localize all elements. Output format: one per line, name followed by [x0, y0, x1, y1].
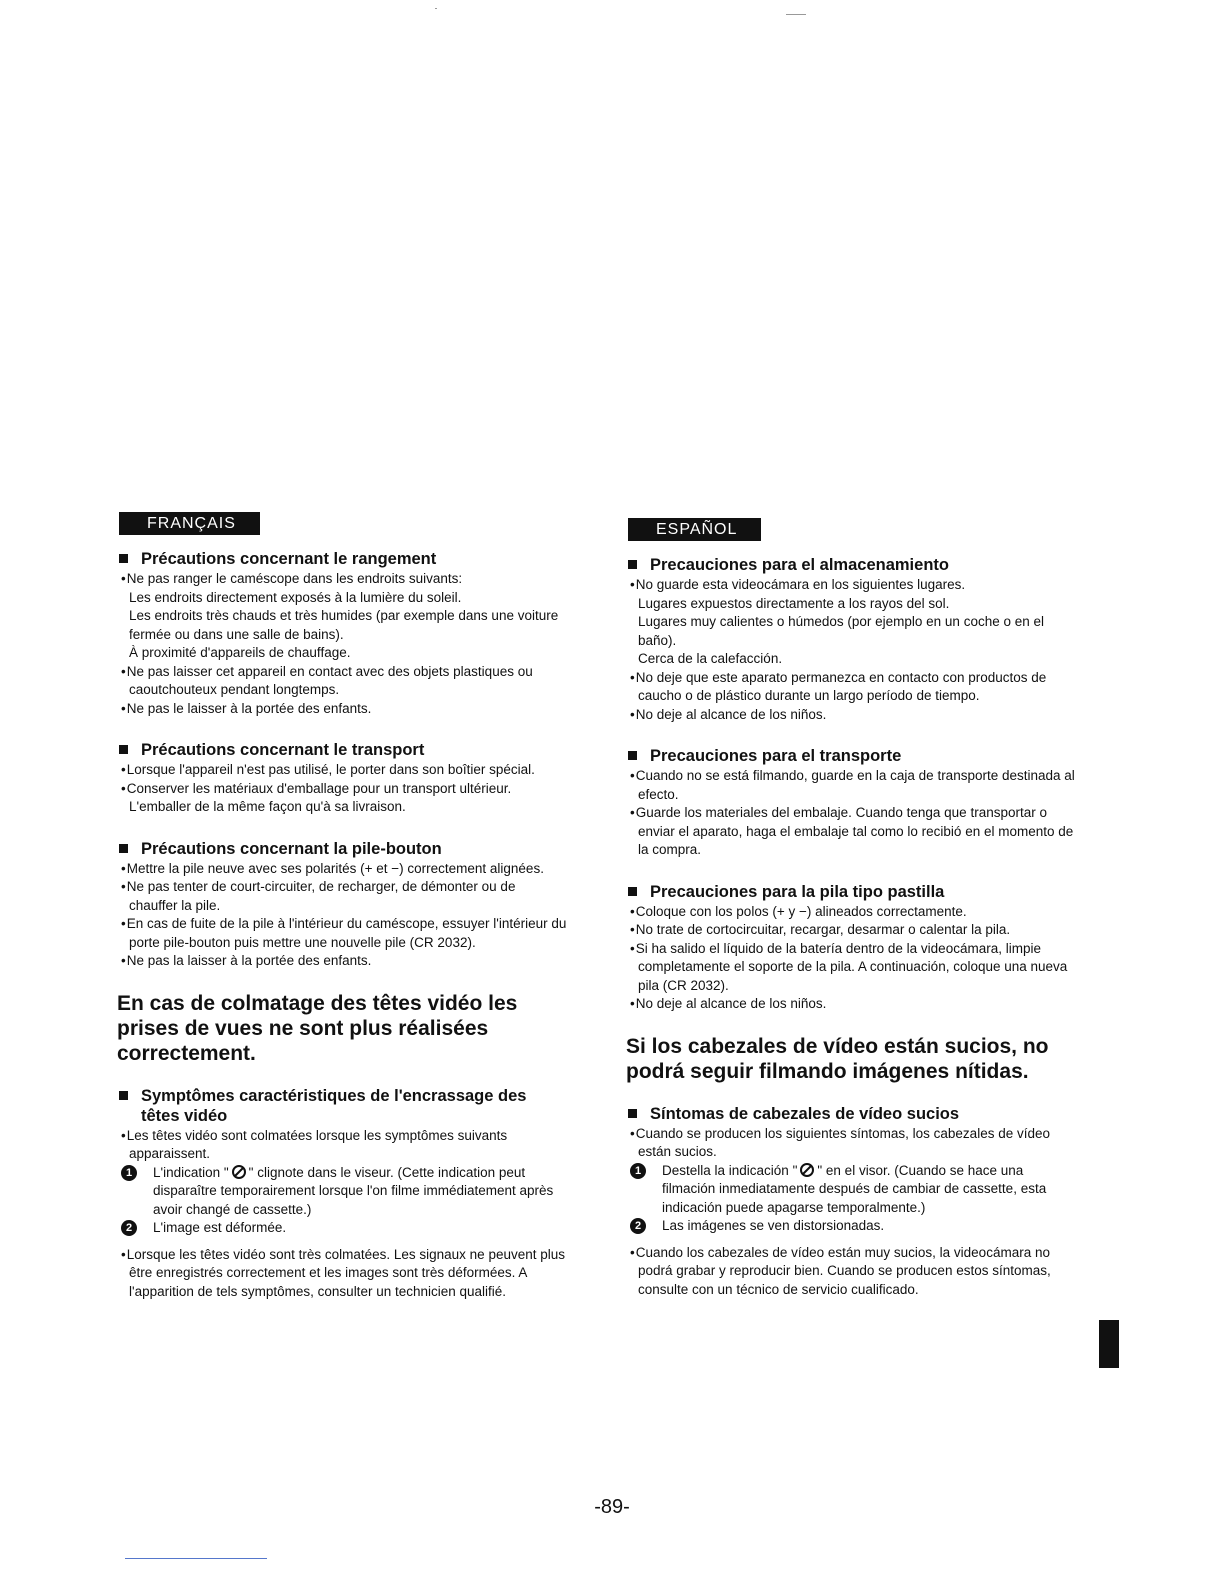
sub-item: À proximité d'appareils de chauffage.: [129, 645, 351, 660]
bullet-item: • Lorsque les têtes vidéo sont très colmatées. Les signaux ne peuvent plus être enregistrés correctement et les images sont très déformées. A l'apparition de tels symptômes, consulter un technicien qualifié.: [117, 1246, 567, 1302]
section-transport-es: [626, 746, 1076, 860]
numbered-item-1: [117, 1164, 567, 1220]
numbered-item-1: [626, 1162, 1076, 1218]
item-text: L'image est déformée.: [153, 1220, 287, 1235]
bullet-item: • Mettre la pile neuve avec ses polarités (+ et −) correctement alignées.: [117, 860, 567, 879]
bullet-item: • No deje que este aparato permanezca en contacto con productos de caucho o de plástico durante un largo período de tiempo.: [626, 669, 1076, 706]
section-storage-fr: [117, 549, 567, 718]
bullet-item: • No deje al alcance de los niños.: [626, 995, 1076, 1014]
bullet-item: • Cuando se producen los siguientes síntomas, los cabezales de vídeo están sucios.: [626, 1125, 1076, 1162]
bullet-item: • No deje al alcance de los niños.: [626, 706, 1076, 725]
number-badge: 1: [121, 1165, 137, 1181]
bullet-item: • Ne pas laisser cet appareil en contact avec des objets plastiques ou caoutchouteux pendant longtemps.: [117, 663, 567, 700]
bullet-item: • Ne pas ranger le caméscope dans les endroits suivants:: [117, 570, 567, 589]
item-text: Las imágenes se ven distorsionadas.: [662, 1218, 885, 1233]
bullet-item: • Ne pas tenter de court-circuiter, de recharger, de démonter ou de chauffer la pile.: [117, 878, 567, 915]
page-number: -89-: [594, 1496, 630, 1518]
numbered-item-2: [626, 1217, 1076, 1236]
bullet-item: • Si ha salido el líquido de la batería dentro de la videocámara, limpie completamente el soporte de la pila. A continuación, coloque una nueva pila (CR 2032).: [626, 940, 1076, 996]
section-symptoms-es: [626, 1104, 1076, 1300]
sub-item: Les endroits directement exposés à la lumière du soleil.: [129, 589, 462, 605]
bullet-item: • Ne pas la laisser à la portée des enfants.: [117, 952, 567, 971]
section-battery-fr: [117, 839, 567, 971]
bullet-item: • No guarde esta videocámara en los siguientes lugares.: [626, 576, 1076, 595]
french-column: [117, 512, 567, 1301]
bullet-item: • Conserver les matériaux d'emballage pour un transport ultérieur. L'emballer de la même façon qu'à sa livraison.: [117, 780, 567, 817]
sub-item: Lugares muy calientes o húmedos (por ejemplo en un coche o en el baño).: [638, 614, 1044, 648]
section-title: Precauciones para el almacenamiento: [626, 555, 1076, 575]
sub-item: Cerca de la calefacción.: [638, 651, 783, 666]
language-tab-spanish: ESPAÑOL: [628, 518, 761, 541]
divider: [125, 1558, 267, 1559]
bullet-item: • Lorsque l'appareil n'est pas utilisé, le porter dans son boîtier spécial.: [117, 761, 567, 780]
number-badge: 2: [121, 1220, 137, 1236]
section-title: Symptômes caractéristiques de l'encrassage des têtes vidéo: [117, 1086, 567, 1126]
bullet-item: • Guarde los materiales del embalaje. Cuando tenga que transportar o enviar el aparato, haga el embalaje tal como lo recibió en el momento de la compra.: [626, 804, 1076, 860]
section-title: Précautions concernant la pile-bouton: [117, 839, 567, 859]
bullet-item: • No trate de cortocircuitar, recargar, desarmar o calentar la pila.: [626, 921, 1076, 940]
section-storage-es: [626, 555, 1076, 724]
item-text: Destella la indicación ": [662, 1162, 798, 1178]
language-tab-french: FRANÇAIS: [119, 512, 260, 535]
item-text: " clignote dans le viseur. (Cette indication peut disparaître temporairement lorsque l'on filme immédiatement après avoir changé de cassette.): [153, 1164, 554, 1217]
head-clog-warning-icon: [800, 1163, 814, 1177]
item-text: L'indication ": [153, 1164, 229, 1180]
section-title: Précautions concernant le transport: [117, 740, 567, 760]
bullet-item: • Ne pas le laisser à la portée des enfants.: [117, 700, 567, 719]
head-clog-warning-icon: [232, 1165, 246, 1179]
bullet-item: • Cuando los cabezales de vídeo están muy sucios, la videocámara no podrá grabar y reproducir bien. Cuando se producen estos síntomas, consulte con un técnico de servicio cualificado.: [626, 1244, 1076, 1300]
bullet-item: • Les têtes vidéo sont colmatées lorsque les symptômes suivants apparaissent.: [117, 1127, 567, 1164]
sub-item: Lugares expuestos directamente a los rayos del sol.: [638, 595, 950, 611]
section-marker-bar: [1099, 1320, 1119, 1368]
bullet-item: • En cas de fuite de la pile à l'intérieur du caméscope, essuyer l'intérieur du porte pile-bouton puis mettre une nouvelle pile (CR 2032).: [117, 915, 567, 952]
bullet-item: • Cuando no se está filmando, guarde en la caja de transporte destinada al efecto.: [626, 767, 1076, 804]
section-title: Precauciones para el transporte: [626, 746, 1076, 766]
section-battery-es: [626, 882, 1076, 1014]
section-transport-fr: [117, 740, 567, 817]
main-heading-es: Si los cabezales de vídeo están sucios, no podrá seguir filmando imágenes nítidas.: [626, 1034, 1049, 1083]
section-title: Précautions concernant le rangement: [117, 549, 567, 569]
number-badge: 2: [630, 1218, 646, 1234]
section-title: Síntomas de cabezales de vídeo sucios: [626, 1104, 1076, 1124]
spanish-column: [626, 518, 1076, 1299]
sub-item: Les endroits très chauds et très humides (par exemple dans une voiture fermée ou dans une salle de bains).: [129, 608, 559, 642]
item-text: " en el visor. (Cuando se hace una filmación inmediatamente después de cambiar de cassette, esta indicación puede apagarse temporalmente.): [662, 1162, 1047, 1215]
section-title: Precauciones para la pila tipo pastilla: [626, 882, 1076, 902]
bullet-item: • Coloque con los polos (+ y −) alineados correctamente.: [626, 903, 1076, 922]
section-symptoms-fr: [117, 1086, 567, 1302]
number-badge: 1: [630, 1163, 646, 1179]
main-heading-fr: En cas de colmatage des têtes vidéo les prises de vues ne sont plus réalisées correctement.: [117, 991, 518, 1065]
numbered-item-2: [117, 1219, 567, 1238]
